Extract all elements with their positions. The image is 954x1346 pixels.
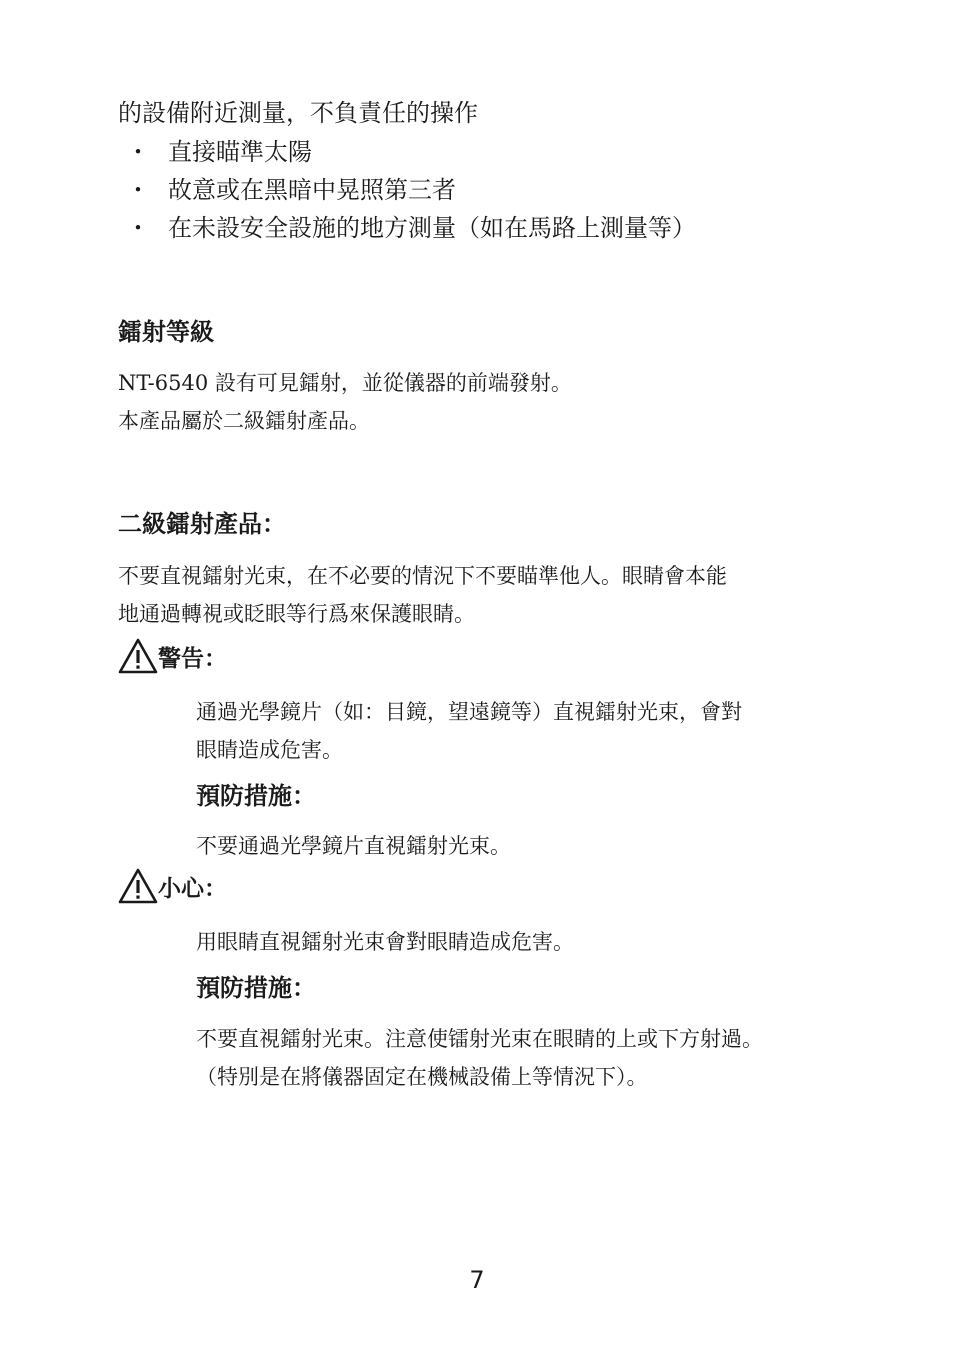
bullet-marker: ・: [126, 176, 150, 204]
caution-measures-heading: 預防措施：: [196, 973, 316, 1002]
bullet-text: 直接瞄準太陽: [168, 138, 312, 166]
warning-text-line: 眼睛造成危害。: [196, 738, 343, 762]
class2-paragraph-line: 不要直視鐳射光束，在不必要的情況下不要瞄準他人。眼睛會本能: [118, 564, 727, 588]
caution-text: 用眼睛直視鐳射光束會對眼睛造成危害。: [196, 930, 574, 954]
page-number: 7: [469, 1266, 485, 1294]
warning-triangle-icon: [118, 868, 158, 904]
warning-label-row: [118, 638, 227, 674]
bullet-item: [126, 175, 456, 205]
bullet-marker: ・: [126, 138, 150, 166]
warning-triangle-icon: [118, 638, 158, 674]
laser-class-line: NT-6540 設有可見鐳射，並從儀器的前端發射。: [118, 371, 572, 395]
intro-line: 的設備附近測量，不負責任的操作: [118, 99, 478, 127]
caution-measures-line: （特別是在將儀器固定在機械設備上等情況下）。: [196, 1065, 648, 1089]
warning-measures-text: 不要通過光學鏡片直視鐳射光束。: [196, 834, 511, 858]
warning-text-line: 通過光學鏡片（如：目鏡，望遠鏡等）直視鐳射光束，會對: [196, 700, 742, 724]
class2-paragraph-line: 地通過轉視或眨眼等行爲來保護眼睛。: [118, 602, 475, 626]
warning-measures-heading: 預防措施：: [196, 781, 316, 810]
caution-measures-line: 不要直視鐳射光束。注意使镭射光束在眼睛的上或下方射過。: [196, 1027, 763, 1051]
bullet-marker: ・: [126, 214, 150, 242]
bullet-item: [126, 137, 312, 167]
bullet-text: 故意或在黑暗中晃照第三者: [168, 176, 456, 204]
warning-label: 警告：: [158, 645, 227, 672]
laser-class-heading: 鐳射等級: [118, 317, 214, 346]
bullet-item: [126, 213, 696, 243]
bullet-text: 在未設安全設施的地方測量（如在馬路上測量等）: [168, 214, 696, 242]
laser-class-line: 本產品屬於二級鐳射產品。: [118, 409, 370, 433]
caution-label-row: [118, 868, 227, 904]
caution-label: 小心：: [158, 875, 227, 902]
class2-heading: 二級鐳射產品：: [118, 509, 286, 538]
